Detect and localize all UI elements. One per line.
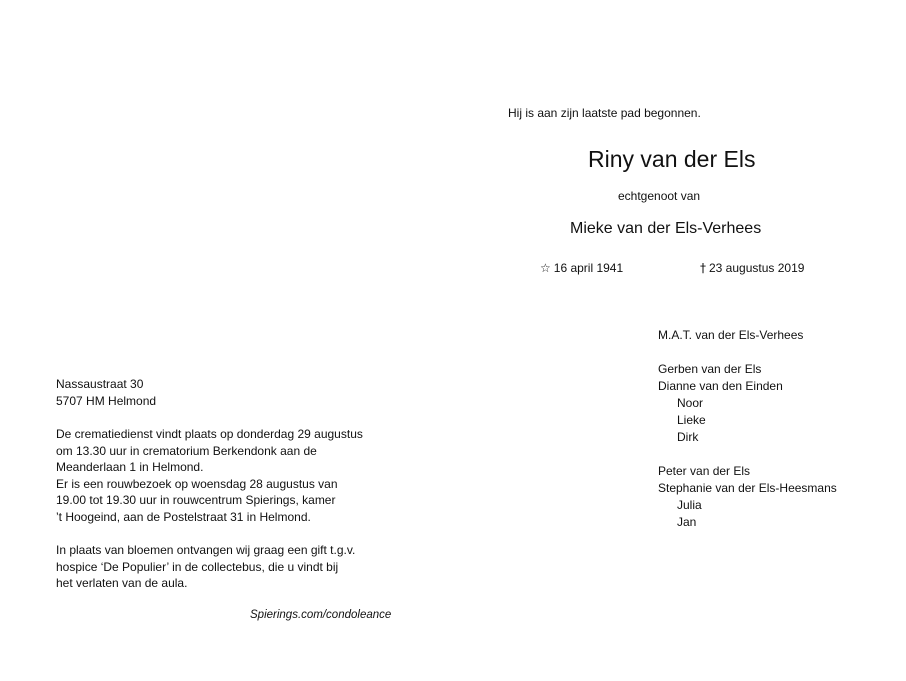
death-date-text: 23 augustus 2019 (709, 261, 805, 275)
death-date (700, 260, 804, 277)
star-icon: ☆ (540, 261, 551, 275)
spouse-label: echtgenoot van (618, 189, 701, 203)
relatives-spacer (658, 344, 837, 361)
service-line: Er is een rouwbezoek op woensdag 28 augustus van (56, 476, 338, 491)
intro-text: Hij is aan zijn laatste pad begonnen. (508, 106, 701, 120)
relatives-spacer (658, 446, 837, 463)
service-info (56, 426, 363, 526)
relatives-list (658, 327, 837, 531)
service-line: om 13.30 uur in crematorium Berkendonk aan de (56, 443, 317, 458)
service-line: De crematiedienst vindt plaats op donderdag 29 augustus (56, 427, 363, 441)
condolence-link[interactable]: Spierings.com/condoleance (250, 609, 392, 621)
spouse-name: Mieke van der Els-Verhees (570, 220, 762, 237)
relative-name: Dianne van den Einden (658, 379, 783, 393)
address-line: Nassaustraat 30 (56, 377, 144, 391)
address-line: 5707 HM Helmond (56, 393, 157, 408)
service-line: Meanderlaan 1 in Helmond. (56, 460, 204, 475)
relative-name: Julia (677, 498, 702, 512)
flowers-line: hospice ‘De Populier’ in de collectebus, die u vindt bij (56, 559, 339, 574)
birth-date (540, 260, 623, 277)
relative-name: Gerben van der Els (658, 362, 762, 376)
relative-name: Jan (677, 515, 697, 529)
service-line: ’t Hoogeind, aan de Postelstraat 31 in Helmond. (56, 509, 311, 524)
birth-date-text: 16 april 1941 (553, 261, 624, 275)
address-block (56, 376, 156, 409)
flowers-line: het verlaten van de aula. (56, 576, 188, 591)
relative-name: Stephanie van der Els-Heesmans (658, 481, 837, 495)
service-line: 19.00 tot 19.30 uur in rouwcentrum Spierings, kamer (56, 493, 336, 508)
flowers-note (56, 542, 355, 592)
flowers-line: In plaats van bloemen ontvangen wij graag een gift t.g.v. (56, 543, 356, 557)
deceased-name: Riny van der Els (588, 146, 756, 172)
relative-name: Noor (677, 396, 704, 410)
relative-name: Peter van der Els (658, 464, 751, 478)
relative-name: Dirk (677, 430, 699, 444)
relative-name: M.A.T. van der Els-Verhees (658, 328, 804, 342)
relative-name: Lieke (677, 413, 706, 427)
cross-icon: † (700, 261, 706, 275)
